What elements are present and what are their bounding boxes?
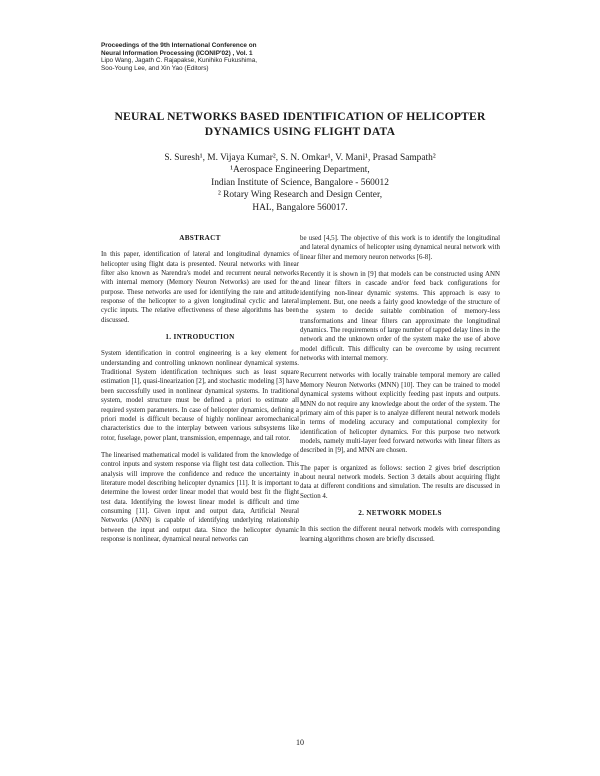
affiliation-2: Indian Institute of Science, Bangalore - 560012 [211,177,389,188]
affiliation-4: HAL, Bangalore 560017. [252,202,348,213]
right-paragraph-2: Recently it is shown in [9] that models can be constructed using ANN and linear filters in cascade and/or feed back configurations for identifying non-linear dynamic systems. This approach is easy to implement. But, one needs a fairly good knowledge of the structure of the system to decide suitable combination of memory-less transformations and linear filters can approximate the longitudinal dynamics. The requirements of large number of tapped delay lines in the network and the unknown order of the system make the use of above model difficult. This difficulty can be overcome by using recurrent networks with internal memory. [300,271,500,363]
title-line-1: NEURAL NETWORKS BASED IDENTIFICATION OF HELICOPTER [114,110,486,123]
right-paragraph-5: In this section the different neural network models with corresponding learning algorithms chosen are briefly discussed. [300,526,500,543]
right-column [300,234,500,552]
introduction-heading: 1. INTRODUCTION [165,333,235,342]
introduction-paragraph-2: The linearised mathematical model is validated from the knowledge of control inputs and system response via flight test data collection. This analysis will improve the confidence and reduce the uncertainty in literature model describing helicopter dynamics [11]. It is important to determine the lowest order linear model that would best fit the flight test data. Identifying the lowest linear model is difficult and time consuming [11]. Given input and output data, Artificial Neural Networks (ANN) is capable of identifying underlying relationship between the input and output data. Since the helicopter dynamic response is nonlinear, dynamical neural networks can [101,451,299,543]
author-names: S. Suresh¹, M. Vijaya Kumar², S. N. Omkar¹, V. Mani¹, Prasad Sampath² [164,153,436,163]
affiliation-1: ¹Aerospace Engineering Department, [230,165,370,176]
header-line-2: Neural Information Processing (ICONIP'02) , Vol. 1 [101,49,253,57]
title-line-2: DYNAMICS USING FLIGHT DATA [204,125,396,138]
abstract-text: In this paper, identification of lateral and longitudinal dynamics of helicopter using flight data is presented. Neural networks with linear filter also known as Narendra's model and recurrent neural networks with internal memory (Memory Neuron Networks) are used for the purpose. These networks are used for identifying the rate and attitude response of the helicopter to a given longitudinal cyclic and lateral cyclic inputs. The relative effectiveness of these algorithms has been discussed. [101,251,299,324]
header-line-1: Proceedings of the 9th International Conference on [101,42,257,49]
header-line-3: Lipo Wang, Jagath C. Rajapakse, Kunihiko Fukushima, [101,57,258,65]
header-line-4: Soo-Young Lee, and Xin Yao (Editors) [101,64,209,72]
page-number: 10 [296,738,304,747]
paper-title [95,109,505,139]
introduction-paragraph-1: System identification in control engineering is a key element for understanding and controlling unknown nonlinear dynamical systems. Traditional System identification techniques such as least square estimation [1], quasi-linearization [2], and stochastic modeling [3] have been successfully used in nonlinear dynamical systems. In traditional system, model structure must be defined a priori to estimate all required system parameters. In case of helicopter dynamics, defining a priori model is difficult because of highly nonlinear aeromechanical characteristics due to the interplay between various subsystems like rotor, fuselage, power plant, transmission, empennage, and tail rotor. [101,350,299,442]
abstract-heading: ABSTRACT [179,234,221,242]
network-models-heading: 2. NETWORK MODELS [358,508,442,517]
proceedings-header [101,42,361,72]
right-paragraph-4: The paper is organized as follows: section 2 gives brief description about neural network models. Section 3 details about acquiring flight data at different conditions and simulation. The results are discussed in Section 4. [300,464,500,500]
right-paragraph-1: be used [4,5]. The objective of this work is to identify the longitudinal and lateral dynamics of helicopter using dynamical neural network with linear filter and memory neuron networks [6-8]. [300,235,500,261]
right-paragraph-3: Recurrent networks with locally trainable temporal memory are called Memory Neuron Networks (MNN) [10]. They can be trained to model dynamical systems without explicitly feeding past inputs and outputs. MNN do not require any knowledge about the order of the system. The primary aim of this paper is to analyze different neural network models in terms of modeling accuracy and computational complexity for identification of helicopter dynamics. For this purpose two network models, namely multi-layer feed forward networks with linear filters as described in [9], and MNN are chosen. [300,372,500,455]
left-column [101,234,299,552]
author-block [95,152,505,214]
affiliation-3: ² Rotary Wing Research and Design Center, [217,190,383,201]
